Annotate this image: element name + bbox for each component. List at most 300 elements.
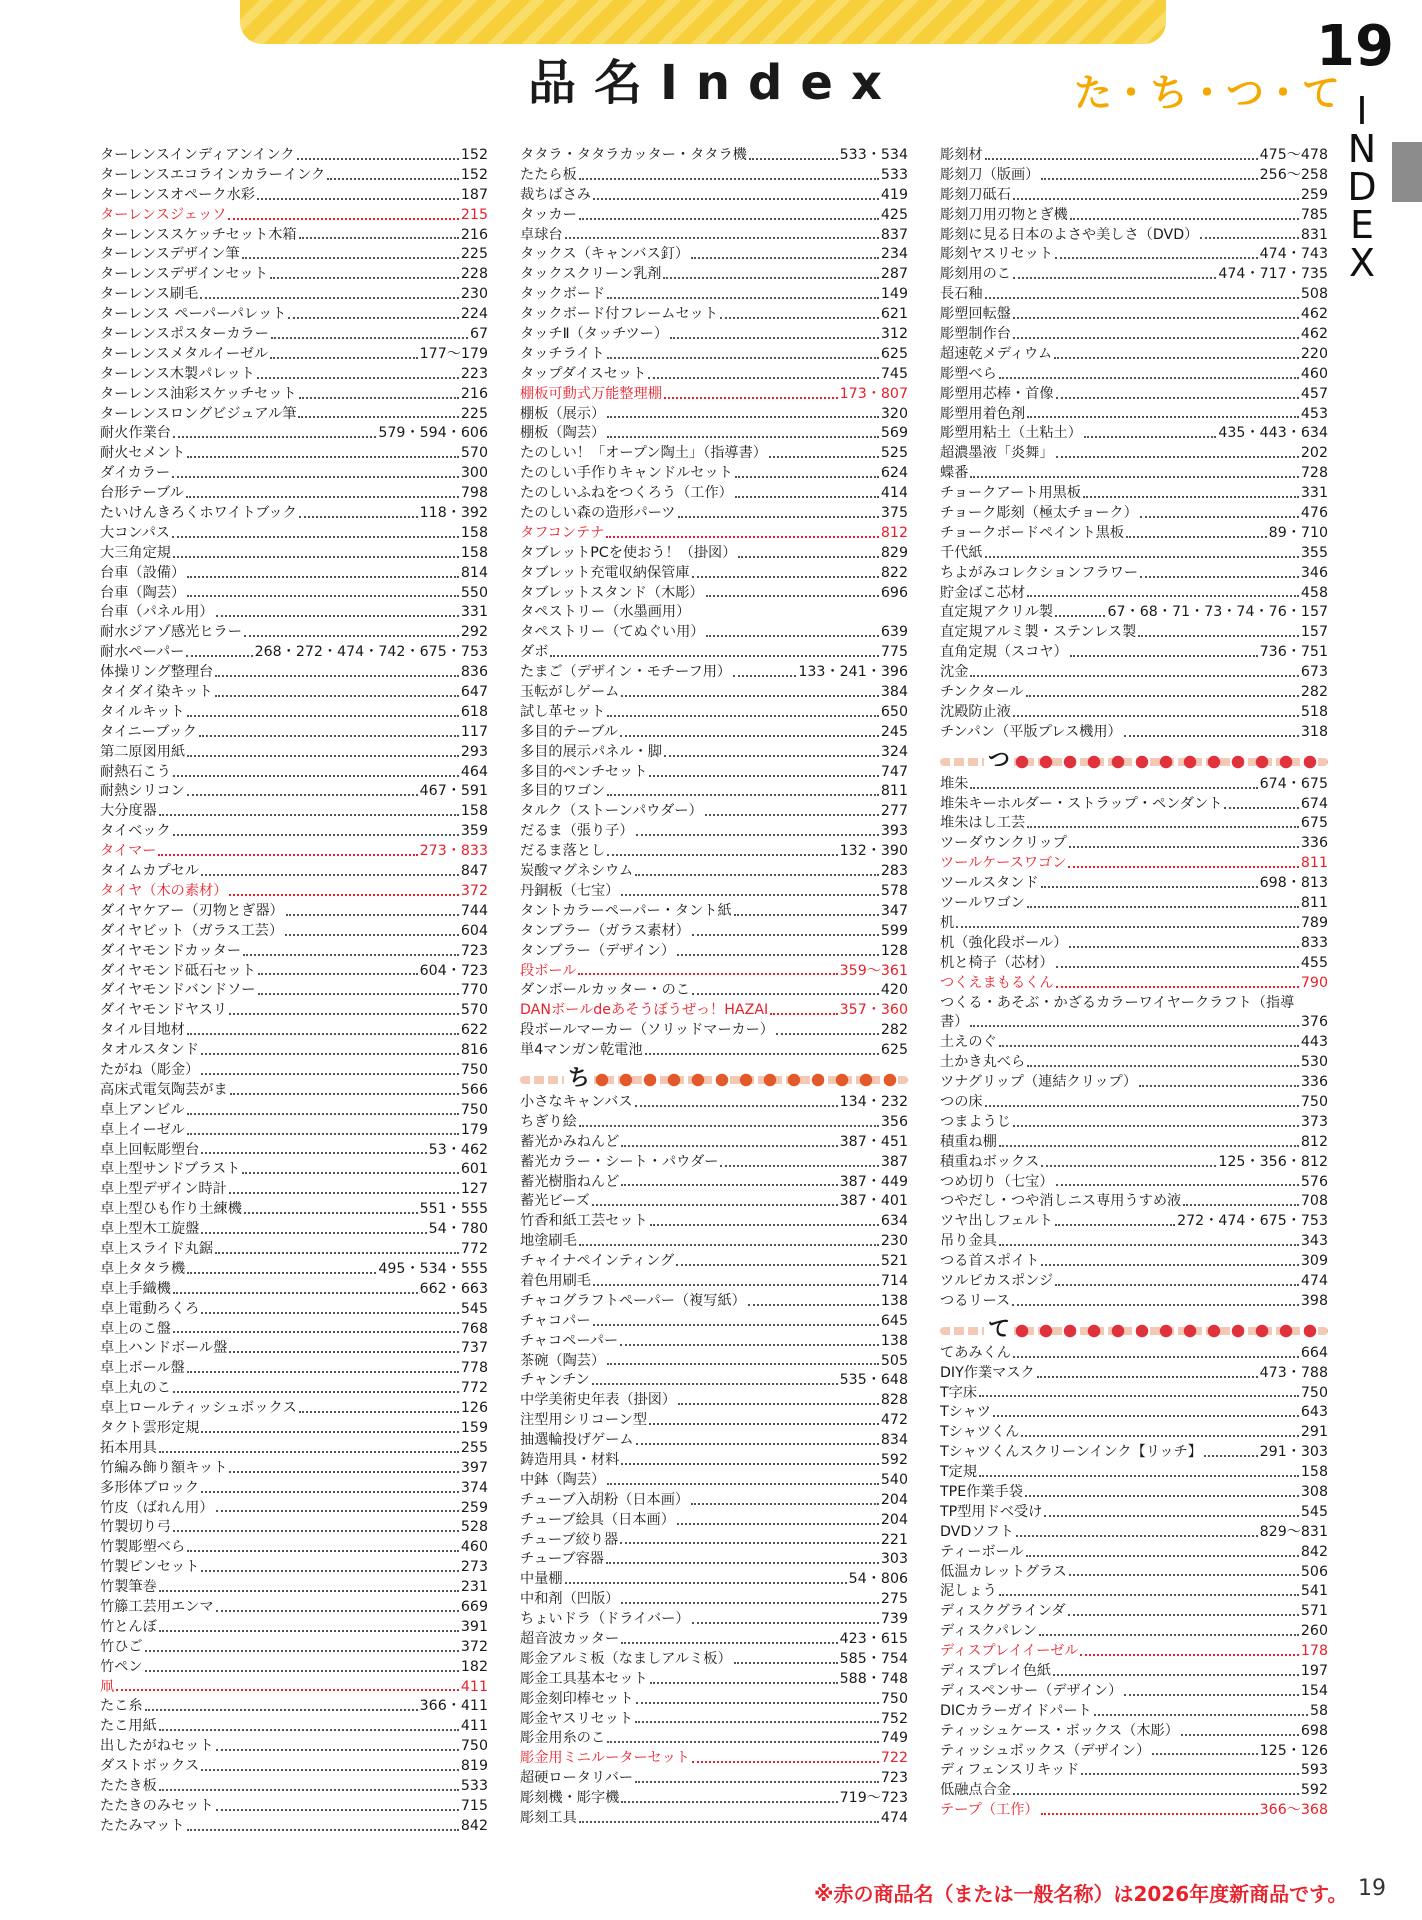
leader-dots [187, 1272, 376, 1274]
entry-page: 521 [880, 1253, 908, 1270]
leader-dots [635, 874, 879, 876]
entry-name: 机と椅子（芯材） [940, 954, 1054, 971]
leader-dots [1080, 1654, 1298, 1656]
leader-dots [607, 1363, 879, 1365]
leader-dots [172, 476, 459, 478]
entry-page: 696 [880, 584, 908, 601]
entry-page: 359 [460, 823, 488, 840]
leader-dots [1140, 516, 1299, 518]
index-entry [100, 206, 488, 226]
entry-page: 550 [460, 584, 488, 601]
index-entry [100, 1121, 488, 1141]
entry-name: チューブ入胡粉（日本画） [520, 1491, 690, 1508]
index-entry [100, 922, 488, 942]
leader-dots [691, 1503, 879, 1505]
leader-dots [636, 1702, 879, 1704]
entry-name: 台車（パネル用） [100, 604, 214, 621]
entry-name: 小さなキャンバス [520, 1093, 633, 1110]
entry-page: 309 [1300, 1253, 1328, 1270]
entry-name: 竹製筆巻 [100, 1579, 157, 1596]
index-entry [940, 444, 1328, 464]
index-entry [100, 1041, 488, 1061]
entry-page: 662・663 [419, 1280, 488, 1297]
index-entry [940, 1212, 1328, 1232]
entry-page: 775 [880, 644, 908, 661]
entry-name: たのしい森の造形パーツ [520, 505, 676, 522]
index-entry [100, 942, 488, 962]
entry-name: 大コンパス [100, 524, 170, 541]
entry-page: 178 [1300, 1643, 1328, 1660]
leader-dots [187, 755, 459, 757]
entry-name: ターレンスポスターカラー [100, 326, 269, 342]
index-entry [940, 834, 1328, 854]
entry-page: 420 [880, 982, 908, 999]
leader-dots [216, 1749, 459, 1751]
leader-dots [1140, 576, 1299, 578]
leader-dots [1068, 866, 1298, 868]
index-entry [940, 815, 1328, 835]
entry-name: 卓上型サンドブラスト [100, 1161, 241, 1178]
entry-name: 彫金用ミニルーターセット [520, 1750, 690, 1767]
entry-name: 低融点合金 [940, 1782, 1011, 1799]
leader-dots [565, 237, 879, 239]
entry-page: 506 [1300, 1563, 1328, 1580]
leader-dots [648, 377, 879, 379]
entry-name: 耐熱石こう [100, 763, 171, 780]
entry-name: 堆朱はし工芸 [940, 815, 1026, 832]
entry-name: 超濃墨液「炎舞」 [940, 445, 1054, 462]
leader-dots [201, 1570, 459, 1572]
entry-name: 吊り金具 [940, 1233, 997, 1250]
leader-dots [620, 1542, 879, 1544]
entry-page: 770 [460, 982, 488, 999]
entry-name: タフコンテナ [520, 524, 605, 541]
leader-dots [1027, 826, 1299, 828]
entry-name: 彫塑用着色剤 [940, 405, 1026, 422]
entry-name: 蝶番 [940, 465, 969, 482]
leader-dots [298, 416, 458, 418]
entry-page: 118・392 [419, 505, 488, 522]
index-entry [940, 723, 1328, 743]
leader-dots [956, 926, 1299, 928]
entry-page: 331 [460, 604, 488, 621]
entry-page: 474 [1300, 1272, 1328, 1289]
index-entry [520, 862, 908, 882]
index-entry [520, 922, 908, 942]
section-subtitle: た・ち・つ・て [1074, 71, 1341, 115]
entry-name: Tシャツ [940, 1404, 991, 1421]
index-entry [520, 325, 908, 345]
index-entry [100, 444, 488, 464]
index-entry [940, 663, 1328, 683]
entry-name: 丹銅板（七宝） [520, 882, 620, 899]
entry-name: たのしい！「オープン陶土」（指導書） [520, 445, 767, 462]
index-entry [100, 385, 488, 405]
entry-name: 土かき丸べら [940, 1054, 1026, 1071]
entry-page: 125・356・812 [1218, 1153, 1328, 1170]
entry-page: 533 [880, 166, 908, 183]
entry-page: 157 [1300, 624, 1328, 641]
entry-name: 土えのぐ [940, 1034, 997, 1051]
leader-dots [199, 735, 459, 737]
index-entry [100, 802, 488, 822]
leader-dots [621, 1463, 879, 1465]
index-column-1 [100, 146, 488, 1837]
entry-name: DIY作業マスク [940, 1364, 1035, 1381]
index-entry [940, 226, 1328, 246]
entry-page: 331 [1300, 485, 1328, 502]
leader-dots [159, 1630, 459, 1632]
entry-name: DANボールdeあそうぼうぜっ！HAZAI [520, 1002, 769, 1019]
entry-name: 彫金アルミ板（なましアルミ板） [520, 1650, 732, 1667]
entry-page: 158 [460, 803, 488, 820]
entry-name: 卓上ロールティッシュボックス [100, 1400, 297, 1417]
entry-name: つるリース [940, 1292, 1011, 1309]
entry-name: Tシャツくんスクリーンインク【リッチ】 [940, 1444, 1202, 1461]
leader-dots [985, 1105, 1299, 1107]
entry-name: ダストボックス [100, 1758, 200, 1775]
index-entry [940, 186, 1328, 206]
entry-page: 749 [880, 1730, 908, 1747]
leader-dots [621, 1145, 837, 1147]
entry-name: 長石釉 [940, 286, 983, 303]
entry-name: タンブラー（デザイン） [520, 942, 676, 959]
entry-page: 53・462 [428, 1141, 488, 1158]
entry-name: ターレンス刷毛 [100, 286, 199, 303]
entry-name: 彫塑制作台 [940, 326, 1011, 342]
leader-dots [201, 1053, 459, 1055]
entry-page: 291 [1300, 1424, 1328, 1441]
entry-name: タルク（ストーンパウダー） [520, 803, 703, 820]
entry-name: 積重ね棚 [940, 1133, 997, 1150]
entry-name: 彫刻刀（版画） [940, 166, 1040, 183]
entry-page: 336 [1300, 1074, 1328, 1091]
index-entry [520, 643, 908, 663]
index-entry [940, 166, 1328, 186]
entry-page: 842 [460, 1817, 488, 1834]
entry-name: チューブ絞り器 [520, 1531, 619, 1548]
entry-page: 715 [460, 1797, 488, 1814]
entry-page: 592 [1300, 1782, 1328, 1799]
index-entry [520, 1550, 908, 1570]
index-column-2 [520, 146, 908, 1829]
leader-dots [1094, 1714, 1308, 1716]
index-entry [100, 1240, 488, 1260]
leader-dots [187, 1033, 459, 1035]
index-entry [940, 365, 1328, 385]
entry-page: 391 [460, 1618, 488, 1635]
entry-page: 722 [880, 1750, 908, 1767]
entry-name: たたみマット [100, 1817, 185, 1834]
leader-dots [1026, 695, 1299, 697]
entry-page: 224 [460, 306, 488, 323]
leader-dots [1070, 655, 1258, 657]
index-entry [940, 285, 1328, 305]
leader-dots [1013, 715, 1299, 717]
index-entry [520, 504, 908, 524]
index-entry [100, 1737, 488, 1757]
entry-name: 竹ひご [100, 1638, 143, 1655]
entry-page: 837 [880, 226, 908, 243]
leader-dots [1013, 317, 1299, 319]
index-entry [520, 1690, 908, 1710]
index-entry [940, 325, 1328, 345]
entry-page: 255 [460, 1439, 488, 1456]
entry-page: 414 [880, 485, 908, 502]
index-entry [520, 1670, 908, 1690]
leader-dots [1055, 257, 1258, 259]
entry-page: 287 [880, 266, 908, 283]
entry-name: タックボード [520, 286, 606, 303]
leader-dots [299, 516, 418, 518]
entry-page: 847 [460, 863, 488, 880]
leader-dots [187, 1829, 459, 1831]
side-index-letter: E [1349, 203, 1374, 247]
entry-page: 664 [1300, 1344, 1328, 1361]
entry-page: 228 [460, 266, 488, 283]
leader-dots [769, 456, 879, 458]
leader-dots [242, 257, 459, 259]
leader-dots [1152, 1753, 1257, 1755]
entry-page: 435・443・634 [1218, 425, 1328, 442]
leader-dots [670, 337, 879, 339]
leader-dots [257, 198, 459, 200]
entry-page: 356 [880, 1113, 908, 1130]
entry-name: 蓄光樹脂ねんど [520, 1173, 620, 1190]
entry-name: ツナグリップ（連結クリップ） [940, 1074, 1138, 1091]
index-entry [100, 1081, 488, 1101]
entry-page: 58 [1309, 1702, 1328, 1719]
entry-name: チューブ容器 [520, 1551, 604, 1568]
leader-dots [592, 1204, 838, 1206]
leader-dots [692, 1761, 879, 1763]
entry-page: 570 [460, 1002, 488, 1019]
index-entry [520, 1272, 908, 1292]
entry-page: 425 [880, 206, 908, 223]
entry-name: チャコパー [520, 1312, 591, 1329]
index-entry [520, 1411, 908, 1431]
index-entry [940, 1344, 1328, 1364]
entry-name: タペストリー（てぬぐい用） [520, 624, 705, 641]
leader-dots [636, 1443, 879, 1445]
entry-name: 彫刻用のこ [940, 266, 1011, 283]
entry-page: 260 [1300, 1623, 1328, 1640]
entry-name: 彫塑回転盤 [940, 306, 1011, 323]
leader-dots [993, 1415, 1299, 1417]
entry-name: 直角定規（スコヤ） [940, 644, 1068, 661]
entry-page: 772 [460, 1380, 488, 1397]
entry-name: ディスプレイ色紙 [940, 1663, 1052, 1680]
index-entry [100, 1717, 488, 1737]
entry-page: 505 [880, 1352, 908, 1369]
entry-name: 大三角定規 [100, 544, 171, 561]
index-entry [520, 1113, 908, 1133]
leader-dots [607, 854, 838, 856]
leader-dots [243, 954, 459, 956]
entry-page: 530 [1300, 1054, 1328, 1071]
entry-name: タイムカプセル [100, 863, 199, 880]
index-entry [940, 1563, 1328, 1583]
entry-page: 812 [1300, 1133, 1328, 1150]
entry-name: 中学美術史年表（掛図） [520, 1392, 677, 1409]
entry-page: 204 [880, 1491, 908, 1508]
entry-page: 474・717・735 [1218, 266, 1328, 283]
leader-dots [1041, 1165, 1216, 1167]
leader-dots [201, 1769, 459, 1771]
entry-name: タイルキット [100, 703, 185, 720]
entry-page: 578 [880, 882, 908, 899]
entry-name: 茶碗（陶芸） [520, 1352, 606, 1369]
index-entry [940, 1403, 1328, 1423]
index-entry [520, 683, 908, 703]
leader-dots [229, 1351, 459, 1353]
entry-page: 673 [1300, 664, 1328, 681]
side-index-letter: I [1356, 89, 1368, 133]
index-entry [100, 424, 488, 444]
leader-dots [201, 874, 459, 876]
index-entry [100, 1558, 488, 1578]
entry-name: たたら板 [520, 166, 577, 183]
leader-dots [1069, 846, 1299, 848]
index-entry [940, 1033, 1328, 1053]
entry-name: 低温カレットグラス [940, 1563, 1067, 1580]
entry-name: 高床式電気陶芸がま [100, 1081, 228, 1098]
entry-page: 343 [1300, 1233, 1328, 1250]
entry-page: 842 [1300, 1543, 1328, 1560]
leader-dots [145, 1709, 418, 1711]
entry-name: ターレンスデザイン筆 [100, 246, 240, 263]
entry-name-continued: 書） [940, 1014, 969, 1031]
index-entry [940, 245, 1328, 265]
index-entry [520, 166, 908, 186]
leader-dots [621, 1801, 837, 1803]
entry-name: 机 [940, 914, 955, 931]
index-entry [520, 1710, 908, 1730]
leader-dots [1200, 237, 1299, 239]
leader-dots [187, 1550, 459, 1552]
leader-dots [635, 1105, 838, 1107]
entry-page: 179 [460, 1121, 488, 1138]
leader-dots [635, 1721, 879, 1723]
entry-page: 698 [1300, 1722, 1328, 1739]
leader-dots [1204, 1455, 1258, 1457]
index-entry [100, 663, 488, 683]
entry-name: ターレンスエコラインカラーインク [100, 166, 326, 183]
index-entry [520, 146, 908, 166]
leader-dots [1041, 886, 1258, 888]
leader-dots [1224, 807, 1298, 809]
index-entry [520, 245, 908, 265]
index-entry [520, 1252, 908, 1272]
leader-dots [172, 536, 459, 538]
entry-page: 411 [460, 1718, 488, 1735]
entry-page: 177～179 [419, 345, 488, 362]
index-entry [940, 1503, 1328, 1523]
index-entry [940, 305, 1328, 325]
index-entry [940, 894, 1328, 914]
entry-page: 275 [880, 1591, 908, 1608]
index-entry [520, 1232, 908, 1252]
leader-dots [1027, 416, 1299, 418]
index-entry [100, 603, 488, 623]
entry-name: 卓上型木工旋盤 [100, 1221, 200, 1238]
leader-dots [663, 277, 878, 279]
entry-page: 197 [1300, 1663, 1328, 1680]
index-entry [100, 1160, 488, 1180]
entry-name: タイダイ染キット [100, 684, 213, 701]
entry-page: 719～723 [839, 1790, 908, 1807]
leader-dots [187, 1371, 459, 1373]
index-tab-marker [1392, 142, 1422, 202]
leader-dots [748, 1304, 879, 1306]
entry-name: 卓上手織機 [100, 1280, 171, 1297]
entry-page: 225 [460, 405, 488, 422]
entry-name: 多目的展示パネル・脚 [520, 743, 662, 760]
entry-name: 中和剤（凹版） [520, 1591, 620, 1608]
entry-page: 152 [460, 146, 488, 163]
leader-dots [678, 1403, 879, 1405]
entry-page: 303 [880, 1551, 908, 1568]
section-divider-dots [1014, 1323, 1328, 1339]
index-entry [100, 723, 488, 743]
leader-dots [636, 834, 879, 836]
leader-dots [706, 595, 879, 597]
entry-name: 千代紙 [940, 544, 983, 561]
index-entry [940, 1582, 1328, 1602]
index-entry [520, 524, 908, 544]
entry-name: だるま落とし [520, 843, 606, 860]
leader-dots [579, 1244, 879, 1246]
entry-name: つまようじ [940, 1113, 1011, 1130]
entry-name: 台車（設備） [100, 564, 186, 581]
index-entry [940, 524, 1328, 544]
entry-page: 643 [1300, 1404, 1328, 1421]
entry-page: 750 [460, 1101, 488, 1118]
leader-dots [738, 556, 879, 558]
leader-dots [579, 1125, 879, 1127]
entry-name: 積重ねボックス [940, 1153, 1040, 1170]
index-entry [940, 974, 1328, 994]
leader-dots [200, 297, 459, 299]
entry-name: ダイヤビット（ガラス工芸） [100, 922, 284, 939]
leader-dots [621, 1184, 837, 1186]
entry-name: ターレンス油彩スケッチセット [100, 385, 297, 402]
entry-name: だるま（張り子） [520, 823, 634, 840]
index-entry [100, 902, 488, 922]
index-entry [100, 862, 488, 882]
entry-name: タンブラー（ガラス素材） [520, 922, 690, 939]
index-entry [940, 854, 1328, 874]
leader-dots [970, 787, 1257, 789]
entry-name: たがね（彫金） [100, 1061, 200, 1078]
entry-name: タブレットPCを使おう！（掛図） [520, 544, 737, 561]
index-entry [940, 206, 1328, 226]
leader-dots [1181, 1734, 1299, 1736]
entry-page: 814 [460, 564, 488, 581]
leader-dots [735, 476, 879, 478]
entry-page: 674 [1300, 795, 1328, 812]
index-entry [100, 981, 488, 1001]
entry-page: 234 [880, 246, 908, 263]
entry-page: 127 [460, 1181, 488, 1198]
entry-page: 588・748 [839, 1670, 908, 1687]
leader-dots [607, 794, 879, 796]
index-entry [940, 1133, 1328, 1153]
entry-page: 259 [460, 1499, 488, 1516]
entry-name: 卓上タタラ機 [100, 1260, 186, 1277]
entry-page: 419 [880, 186, 908, 203]
leader-dots [1026, 1555, 1299, 1557]
